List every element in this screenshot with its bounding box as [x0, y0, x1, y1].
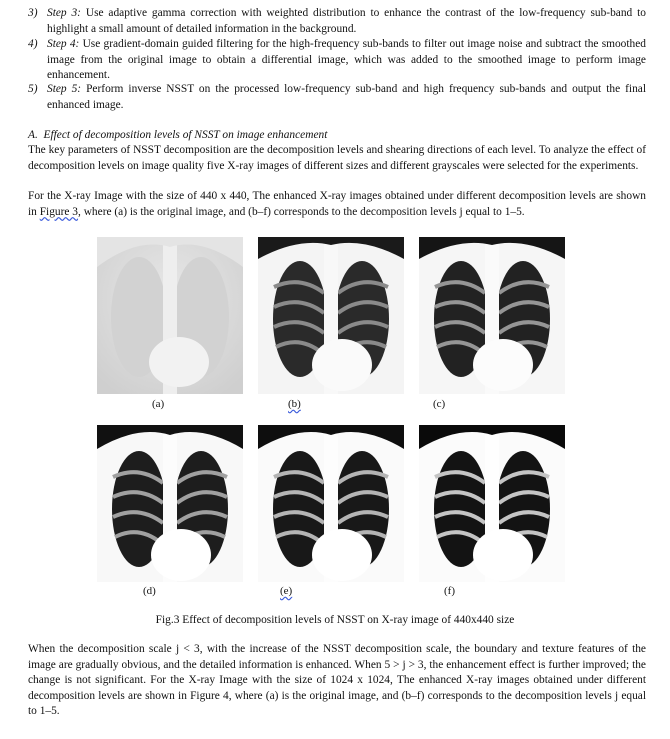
- step-4: [28, 37, 48, 53]
- step-4-text: Use gradient-domain guided filtering for the high-frequency sub-bands to filter out image noise and subtract the smoothed image from the original image to obtain a differential image, which was added to the smoothed image to perform image enhancement.: [47, 38, 646, 82]
- p2-text-end: , where (a) is the original image, and (b–f) corresponds to the decomposition levels j equal to 1–5.: [78, 205, 525, 218]
- label-c: (c): [433, 398, 446, 410]
- section-letter: A.: [28, 129, 38, 141]
- step-5-body: [47, 82, 646, 113]
- step-5: [28, 82, 48, 98]
- xray-image-a: [97, 237, 243, 394]
- xray-image-b: [258, 237, 404, 394]
- label-e: (e): [280, 585, 293, 597]
- p2-text-start: For the X-ray Image with the size of 440 x 440, The enhanced X-ray images obtained under different decomposition levels are shown in: [28, 190, 646, 218]
- step-5-name: Step 5:: [47, 83, 82, 95]
- label-b: (b): [288, 398, 301, 410]
- step-3-body: [47, 6, 646, 37]
- section-paragraph-2: [28, 189, 646, 220]
- step-5-num: 5): [28, 83, 38, 95]
- xray-image-d: [97, 425, 243, 582]
- label-a: (a): [152, 398, 165, 410]
- step-5-text: Perform inverse NSST on the processed low-frequency sub-band and high frequency sub-bands and output the final enhanced image.: [47, 83, 646, 111]
- step-3-name: Step 3:: [47, 7, 81, 19]
- step-3-num: 3): [28, 7, 38, 19]
- step-4-body: [47, 37, 646, 84]
- label-d: (d): [143, 585, 156, 597]
- xray-image-c: [419, 237, 565, 394]
- xray-image-f: [419, 425, 565, 582]
- step-3-text: Use adaptive gamma correction with weighted distribution to enhance the contrast of the low-frequency sub-band to highlight a small amount of detailed information in the background.: [47, 7, 646, 35]
- section-heading: [28, 128, 646, 144]
- step-4-num: 4): [28, 38, 38, 50]
- figure-3-reference: Figure 3: [39, 205, 79, 218]
- label-f: (f): [444, 585, 455, 597]
- step-4-name: Step 4:: [47, 38, 80, 50]
- result-paragraph: When the decomposition scale j < 3, with the increase of the NSST decomposition scale, the boundary and texture features of the image are gradually obvious, and the detailed information is enhanced. When 5 > j > 3, the enhancement effect is further improved; the change is not significant. For the X-ray Image with the size of 1024 x 1024, The enhanced X-ray images obtained under different decomposition levels are shown in Figure 4, where (a) is the original image, and (b–f) corresponds to the decomposition levels j equal to 1–5.: [28, 643, 646, 718]
- figure-caption: Fig.3 Effect of decomposition levels of NSST on X-ray image of 440x440 size: [155, 614, 515, 626]
- xray-image-e: [258, 425, 404, 582]
- section-title: Effect of decomposition levels of NSST on image enhancement: [43, 129, 328, 141]
- section-paragraph-1: The key parameters of NSST decomposition are the decomposition levels and shearing directions of each level. To analyze the effect of decomposition levels on image quality five X-ray images of different sizes and different grayscales were selected for the experiments.: [28, 144, 646, 172]
